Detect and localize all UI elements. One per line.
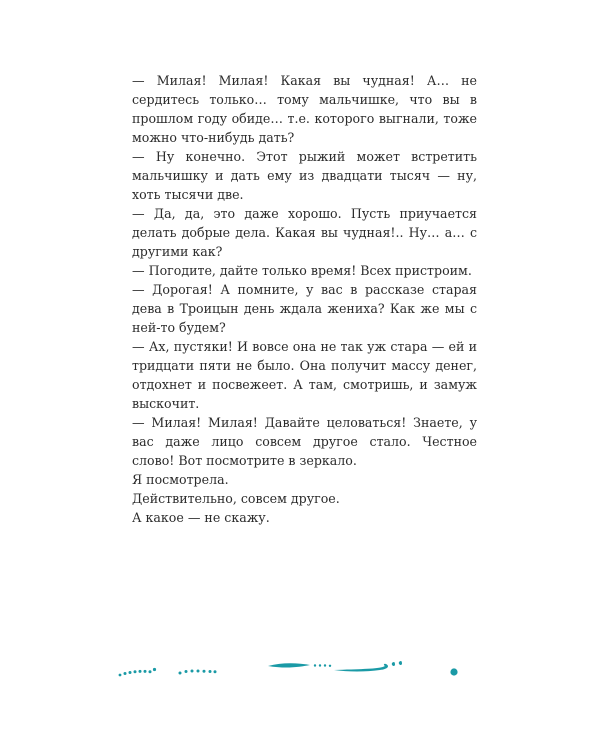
ornament-dots-left <box>119 668 157 677</box>
paragraph: А какое — не скажу. <box>132 510 270 525</box>
paragraph: — Ах, пустяки! И вовсе она не так уж стара — ей и тридцати пяти не было. Она получит массу денег, отдохнет и посвежеет. А там, смотришь, и замуж выскочит. <box>132 339 477 411</box>
ornament-end-dot <box>450 668 457 675</box>
paragraph: Действительно, совсем другое. <box>132 491 340 506</box>
paragraph: — Погодите, дайте только время! Всех пристроим. <box>132 263 472 278</box>
paragraph: — Ну конечно. Этот рыжий может встретить мальчишку и дать ему из двадцати тысяч — ну, хоть тысячи две. <box>132 149 477 202</box>
paragraph: — Да, да, это даже хорошо. Пусть приучается делать добрые дела. Какая вы чудная!.. Ну… а… с другими как? <box>132 206 477 259</box>
paragraph: — Милая! Милая! Давайте целоваться! Знаете, у вас даже лицо совсем другое стало. Честное слово! Вот посмотрите в зеркало. <box>132 415 477 468</box>
paragraph: Я посмотрела. <box>132 472 229 487</box>
ornament-dots-middle <box>179 670 217 675</box>
paragraph: — Милая! Милая! Какая вы чудная! А… не сердитесь только… тому мальчишке, что вы в прошлом году обиде… т.е. которого выгнали, тоже можно что-нибудь дать? <box>132 73 477 145</box>
page-text <box>132 71 477 527</box>
ornament-swash <box>268 661 402 672</box>
paragraph: — Дорогая! А помните, у вас в рассказе старая дева в Троицын день ждала жениха? Как же мы с ней-то будем? <box>132 282 477 335</box>
decorative-ornament <box>118 650 478 690</box>
